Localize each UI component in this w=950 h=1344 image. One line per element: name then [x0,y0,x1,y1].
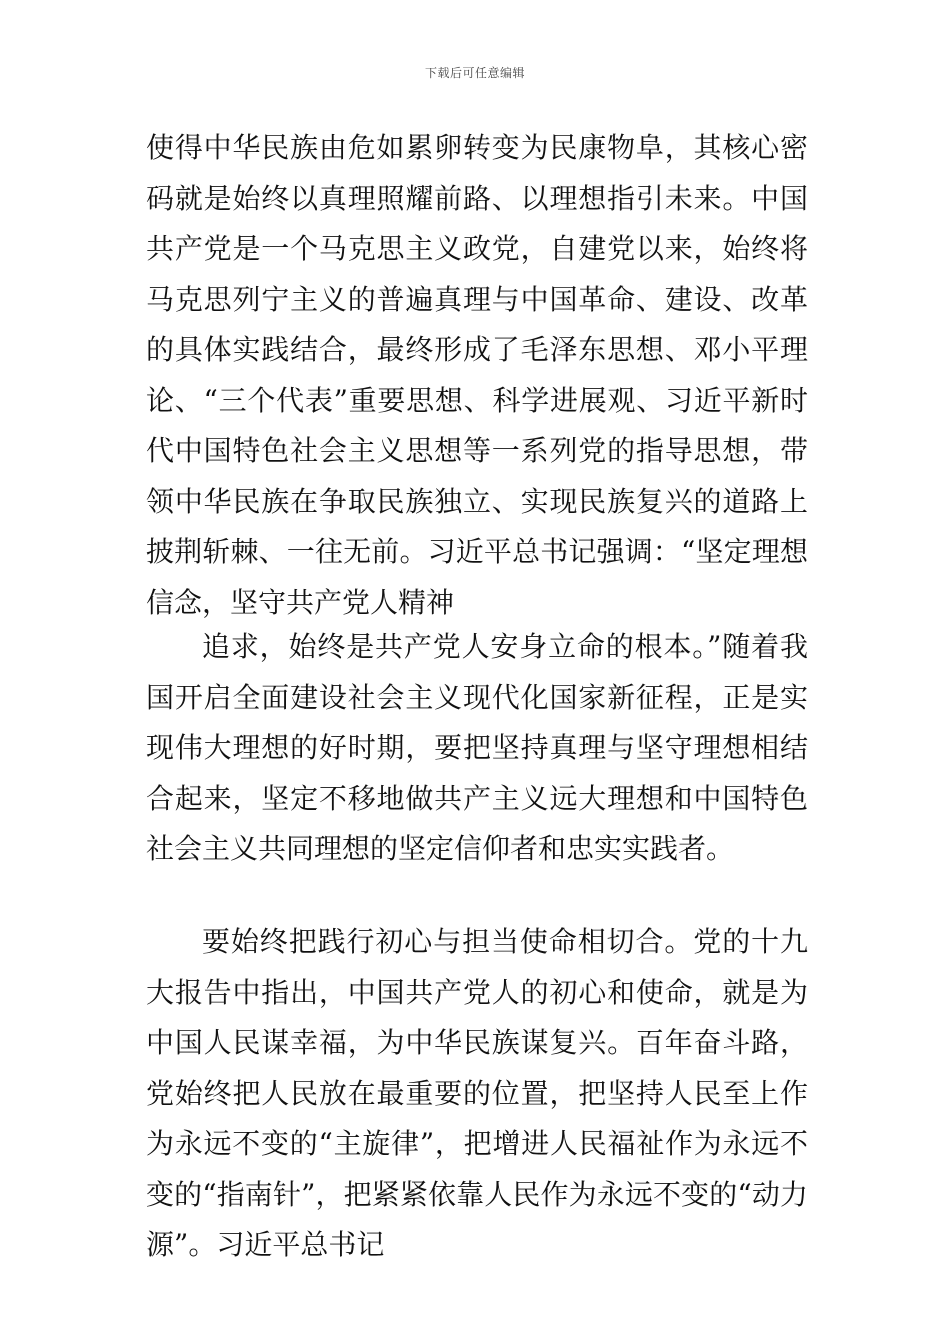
page-header: 下载后可任意编辑 [424,66,525,80]
body-paragraph-1: 使得中华民族由危如累卵转变为民康物阜，其核心密码就是始终以真理照耀前路、以理想指引未来。中国共产党是一个马克思主义政党，自建党以来，始终将马克思列宁主义的普遍真理与中国革命、建设、改革的具体实践结合，最终形成了毛泽东思想、邓小平理论、“三个代表”重要思想、科学进展观、习近平新时代中国特色社会主义思想等一系列党的指导思想，带领中华民族在争取民族独立、实现民族复兴的道路上披荆斩棘、一往无前。习近平总书记强调：“坚定理想信念，坚守共产党人精神 [146,131,808,619]
body-paragraph-2: 追求，始终是共产党人安身立命的根本。”随着我国开启全面建设社会主义现代化国家新征程，正是实现伟大理想的好时期，要把坚持真理与坚守理想相结合起来，坚定不移地做共产主义远大理想和中国特色社会主义共同理想的坚定信仰者和忠实实践者。 [146,630,808,865]
body-paragraph-3: 要始终把践行初心与担当使命相切合。党的十九大报告中指出，中国共产党人的初心和使命，就是为中国人民谋幸福，为中华民族谋复兴。百年奋斗路，党始终把人民放在最重要的位置，把坚持人民至上作为永远不变的“主旋律”，把增进人民福祉作为永远不变的“指南针”，把紧紧依靠人民作为永远不变的“动力源”。习近平总书记 [146,925,808,1261]
